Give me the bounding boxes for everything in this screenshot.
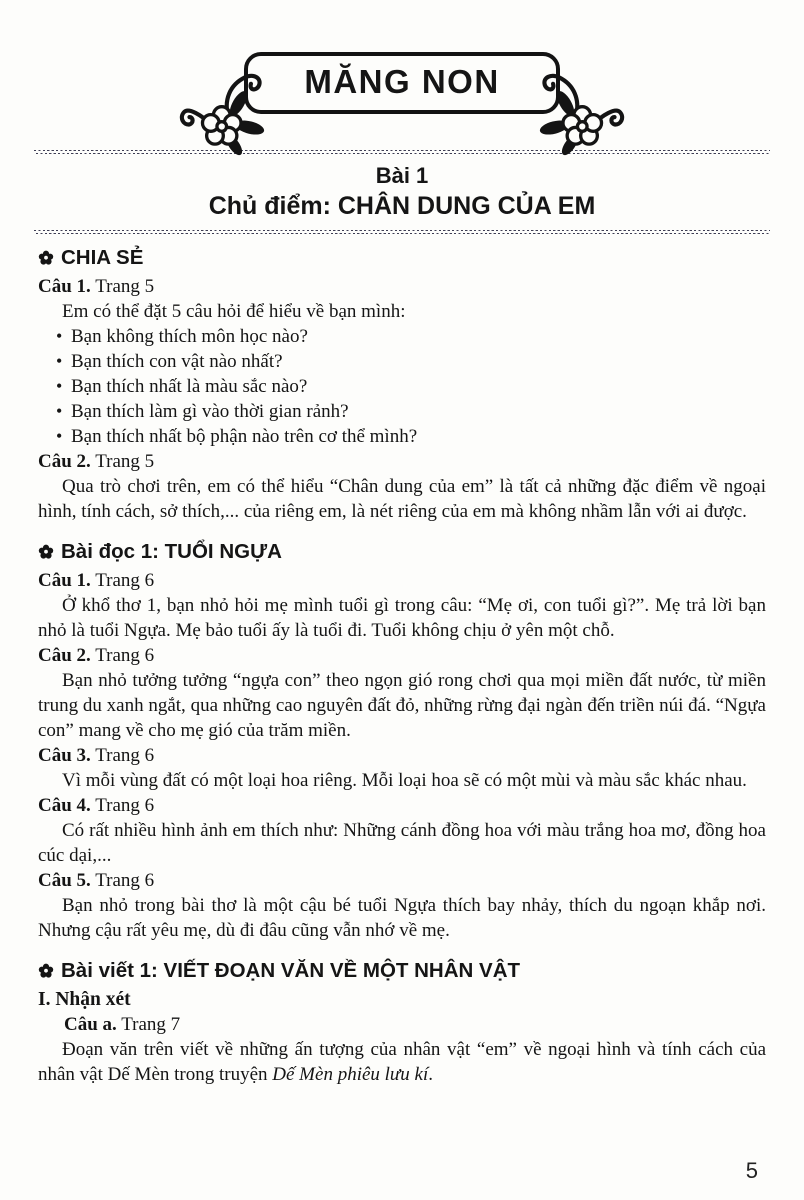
question-label: Câu 3. xyxy=(38,745,91,766)
question-label: Câu 4. xyxy=(38,795,91,816)
flower-icon xyxy=(38,963,54,979)
question-label: Câu a. xyxy=(64,1014,117,1035)
list-item-text: Bạn thích con vật nào nhất? xyxy=(71,351,283,372)
flower-icon xyxy=(38,250,54,266)
question-page: Trang 6 xyxy=(95,570,155,591)
list-item xyxy=(56,424,766,449)
answer-paragraph: Qua trò chơi trên, em có thể hiểu “Chân dung của em” là tất cả những đặc điểm về ngoại hình, tính cách, sở thích,... của riêng em, là nét riêng của em mà không nhầm lẫn với ai được. xyxy=(38,476,766,522)
question-label: Câu 1. xyxy=(38,276,91,297)
list-item xyxy=(56,399,766,424)
question-line xyxy=(38,449,766,474)
answer-paragraph: Có rất nhiều hình ảnh em thích như: Những cánh đồng hoa với màu trắng hoa mơ, đồng hoa cúc dại,... xyxy=(38,820,766,866)
subsection-heading: I. Nhận xét xyxy=(38,989,131,1010)
list-item-text: Bạn không thích môn học nào? xyxy=(71,326,308,347)
chapter-banner xyxy=(0,52,804,126)
floral-ornament-left-icon xyxy=(176,64,280,164)
answer-text-end: . xyxy=(428,1064,434,1085)
question-line xyxy=(38,1012,766,1037)
lesson-header xyxy=(0,163,804,221)
question-page: Trang 6 xyxy=(95,795,155,816)
list-item-text: Bạn thích nhất bộ phận nào trên cơ thể mình? xyxy=(71,426,418,447)
floral-ornament-right-icon xyxy=(524,64,628,164)
answer-paragraph: Ở khổ thơ 1, bạn nhỏ hỏi mẹ mình tuổi gì trong câu: “Mẹ ơi, con tuổi gì?”. Mẹ trả lời bạn nhỏ là tuổi Ngựa. Mẹ bảo tuổi ấy là tuổi đi. Tuổi không chịu ở yên một chỗ. xyxy=(38,595,766,641)
bullet-icon: • xyxy=(56,351,63,371)
bullet-icon: • xyxy=(56,326,63,346)
page-number: 5 xyxy=(745,1158,758,1183)
lesson-topic: Chủ điểm: CHÂN DUNG CỦA EM xyxy=(208,192,596,220)
list-item-text: Bạn thích nhất là màu sắc nào? xyxy=(71,376,308,397)
book-title-italic: Dế Mèn phiêu lưu kí xyxy=(272,1064,429,1085)
section-title: Bài viết 1: VIẾT ĐOẠN VĂN VỀ MỘT NHÂN VẬT xyxy=(61,959,521,982)
lesson-number: Bài 1 xyxy=(375,163,429,188)
question-label: Câu 2. xyxy=(38,451,91,472)
question-line xyxy=(38,643,766,668)
bullet-icon: • xyxy=(56,426,63,446)
question-list xyxy=(38,324,766,449)
section-heading-bai-viet-1 xyxy=(38,958,766,983)
section-heading-chia-se xyxy=(38,245,766,270)
section-heading-bai-doc-1 xyxy=(38,539,766,564)
question-page: Trang 6 xyxy=(95,645,155,666)
question-page: Trang 6 xyxy=(95,870,155,891)
chapter-title: MĂNG NON xyxy=(304,63,500,100)
answer-intro: Em có thể đặt 5 câu hỏi để hiểu về bạn mình: xyxy=(62,301,406,322)
question-page: Trang 5 xyxy=(95,276,155,297)
page-content xyxy=(0,234,804,1087)
question-label: Câu 1. xyxy=(38,570,91,591)
list-item xyxy=(56,349,766,374)
question-label: Câu 2. xyxy=(38,645,91,666)
list-item xyxy=(56,324,766,349)
question-line xyxy=(38,568,766,593)
question-page: Trang 7 xyxy=(121,1014,181,1035)
answer-paragraph: Bạn nhỏ tưởng tưởng “ngựa con” theo ngọn gió rong chơi qua mọi miền đất nước, từ miền trung du xanh ngắt, qua những cao nguyên đất đỏ, những rừng đại ngàn đến triền núi đá. “Ngựa con” mang về cho mẹ gió của trăm miền. xyxy=(38,670,766,741)
section-title: CHIA SẺ xyxy=(61,246,144,269)
list-item xyxy=(56,374,766,399)
question-page: Trang 6 xyxy=(95,745,155,766)
question-page: Trang 5 xyxy=(95,451,155,472)
answer-paragraph: Bạn nhỏ trong bài thơ là một cậu bé tuổi Ngựa thích bay nhảy, thích du ngoạn khắp nơi. Nhưng cậu rất yêu mẹ, dù đi đâu cũng vẫn nhớ về mẹ. xyxy=(38,895,766,941)
answer-paragraph xyxy=(38,1037,766,1087)
answer-text: Đoạn văn trên viết về những ấn tượng của nhân vật “em” về ngoại hình và tính cách của nhân vật Dế Mèn trong truyện xyxy=(38,1039,766,1085)
bullet-icon: • xyxy=(56,376,63,396)
bullet-icon: • xyxy=(56,401,63,421)
answer-paragraph: Vì mỗi vùng đất có một loại hoa riêng. Mỗi loại hoa sẽ có một mùi và màu sắc khác nhau. xyxy=(62,770,747,791)
question-line xyxy=(38,868,766,893)
question-line xyxy=(38,274,766,299)
question-line xyxy=(38,743,766,768)
section-title: Bài đọc 1: TUỔI NGỰA xyxy=(61,540,282,563)
divider-dashed-top xyxy=(34,150,770,154)
question-label: Câu 5. xyxy=(38,870,91,891)
flower-icon xyxy=(38,544,54,560)
chapter-title-box xyxy=(244,52,559,114)
question-line xyxy=(38,793,766,818)
list-item-text: Bạn thích làm gì vào thời gian rảnh? xyxy=(71,401,349,422)
